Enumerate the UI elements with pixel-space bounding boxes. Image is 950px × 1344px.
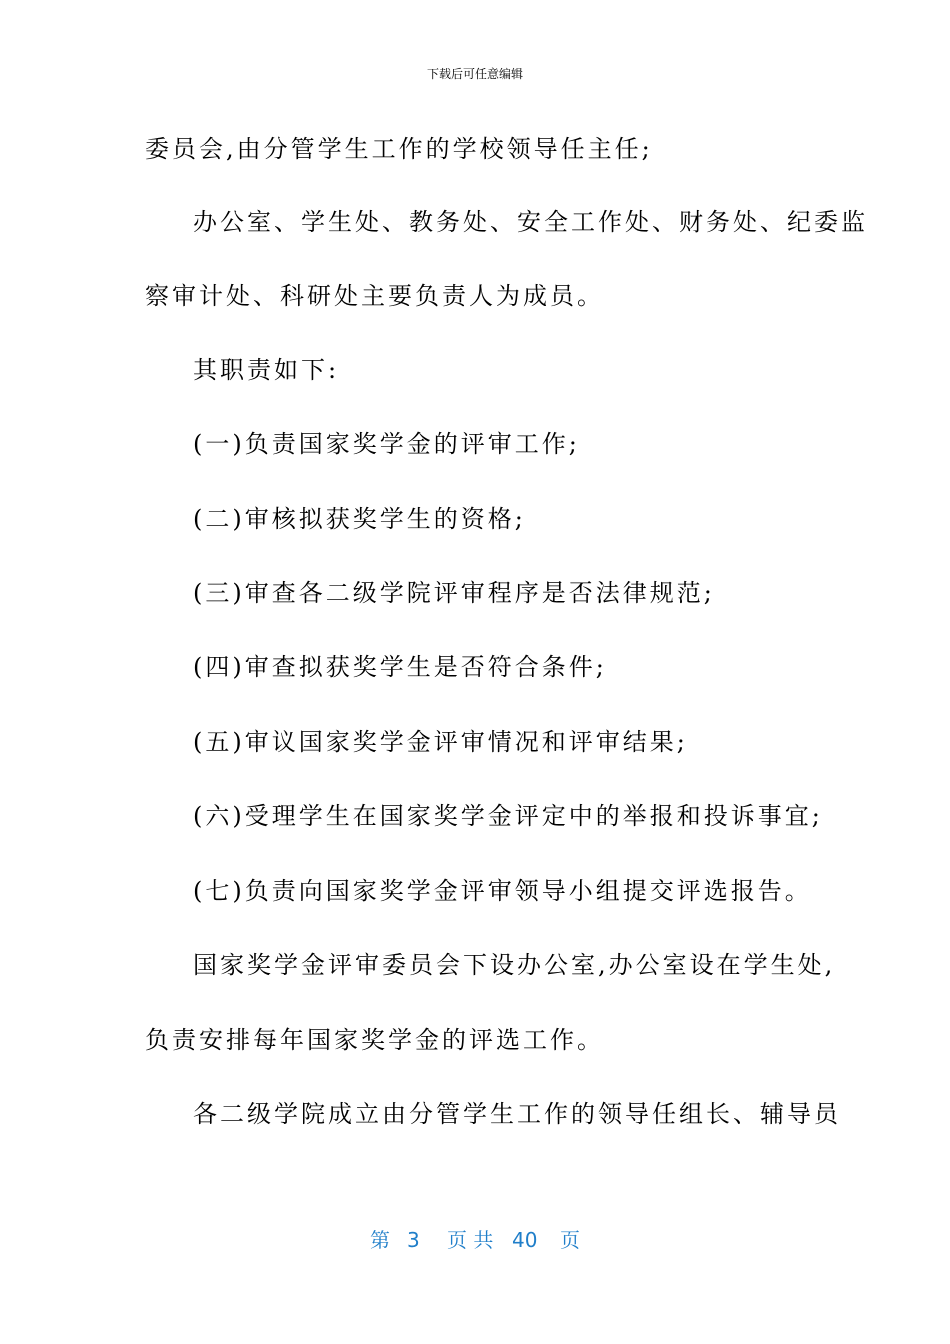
current-page-number: 3 — [407, 1228, 420, 1252]
total-pages: 40 — [512, 1228, 538, 1252]
text-line: 办公室、学生处、教务处、安全工作处、财务处、纪委监 — [193, 208, 868, 236]
text-line: 国家奖学金评审委员会下设办公室,办公室设在学生处, — [193, 951, 836, 979]
list-item: (五)审议国家奖学金评审情况和评审结果; — [193, 728, 688, 756]
text-line: 负责安排每年国家奖学金的评选工作。 — [145, 1026, 604, 1054]
footer-prefix: 第 — [370, 1228, 390, 1252]
page-header: 下载后可任意编辑 — [426, 67, 523, 81]
footer-middle: 页 共 — [447, 1228, 494, 1252]
list-item: (三)审查各二级学院评审程序是否法律规范; — [193, 579, 715, 607]
text-line: 委员会,由分管学生工作的学校领导任主任; — [145, 135, 653, 163]
list-item: (一)负责国家奖学金的评审工作; — [193, 430, 580, 458]
footer-suffix: 页 — [560, 1228, 580, 1252]
text-line: 其职责如下: — [193, 356, 340, 384]
list-item: (六)受理学生在国家奖学金评定中的举报和投诉事宜; — [193, 802, 823, 830]
list-item: (七)负责向国家奖学金评审领导小组提交评选报告。 — [193, 877, 812, 905]
text-line: 察审计处、科研处主要负责人为成员。 — [145, 282, 604, 310]
text-line: 各二级学院成立由分管学生工作的领导任组长、辅导员 — [193, 1100, 841, 1128]
list-item: (四)审查拟获奖学生是否符合条件; — [193, 653, 607, 681]
list-item: (二)审核拟获奖学生的资格; — [193, 505, 526, 533]
